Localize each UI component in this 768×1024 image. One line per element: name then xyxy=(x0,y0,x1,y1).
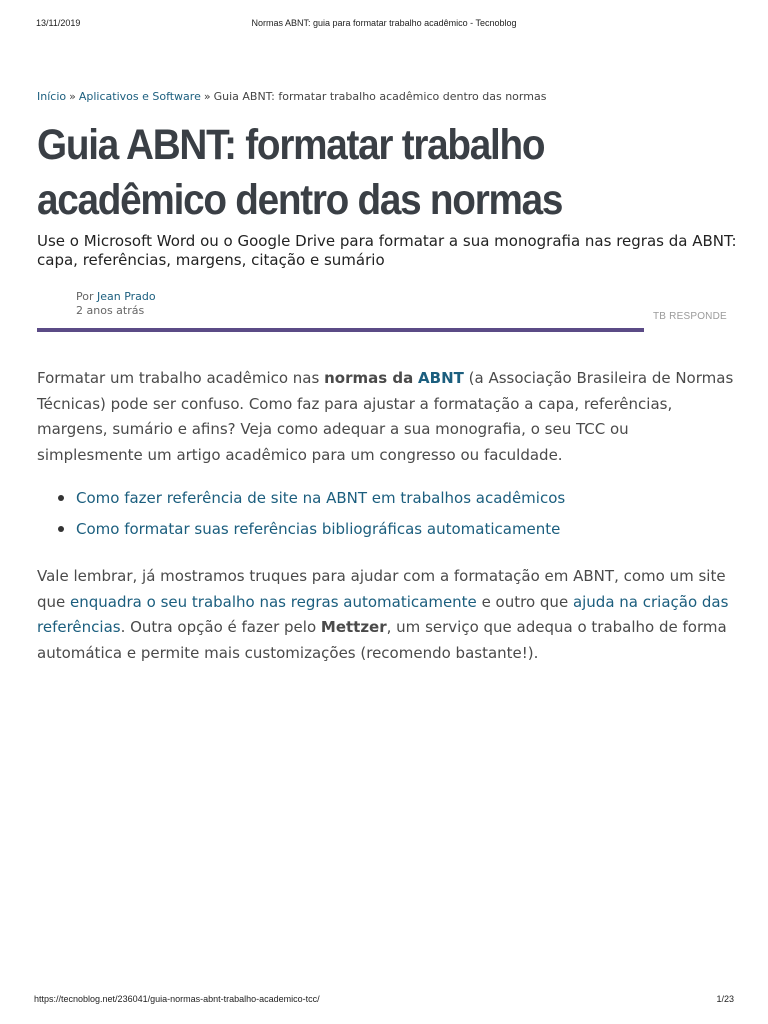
intro-text-part: Formatar um trabalho acadêmico nas xyxy=(37,369,325,387)
list-item xyxy=(37,485,737,516)
inline-link-referencias[interactable]: ajuda na criação das referências xyxy=(37,592,729,636)
breadcrumb-separator: » xyxy=(69,90,76,103)
category-tag-link[interactable]: TB RESPONDE xyxy=(653,311,727,322)
article-title: Guia ABNT: formatar trabalho acadêmico dentro das normas xyxy=(37,121,563,224)
print-header xyxy=(0,18,768,32)
related-link[interactable]: Como formatar suas referências bibliográficas automaticamente xyxy=(76,520,561,538)
title-divider xyxy=(37,328,644,332)
bullet-icon xyxy=(58,526,64,532)
abnt-link[interactable]: ABNT xyxy=(418,369,464,387)
breadcrumb xyxy=(37,90,546,103)
para-text-part: , um serviço que adequa o trabalho de forma automática e permite mais customizações (recomendo bastante!). xyxy=(37,618,727,662)
page-number: 1/23 xyxy=(716,994,734,1004)
author-link[interactable]: Jean Prado xyxy=(97,290,156,303)
breadcrumb-link-category[interactable]: Aplicativos e Software xyxy=(78,90,201,103)
list-item xyxy=(37,516,737,547)
related-links-list xyxy=(37,485,737,547)
print-footer xyxy=(0,994,768,1008)
byline-prefix: Por xyxy=(76,290,94,303)
byline xyxy=(76,290,156,318)
related-link[interactable]: Como fazer referência de site na ABNT em trabalhos acadêmicos xyxy=(76,489,566,507)
para-text-part: Vale lembrar, já mostramos truques para ajudar com a formatação em ABNT, como um site que xyxy=(37,567,726,611)
print-url: https://tecnoblog.net/236041/guia-normas-abnt-trabalho-academico-tcc/ xyxy=(34,994,320,1004)
bullet-icon xyxy=(58,495,64,501)
breadcrumb-current: Guia ABNT: formatar trabalho acadêmico dentro das normas xyxy=(213,90,547,103)
intro-text-part: (a Associação Brasileira de Normas Técnicas) pode ser confuso. Como faz para ajustar a formatação a capa, referências, margens, sumário e afins? Veja como adequar a sua monografia, o seu TCC ou simplesmente um artigo acadêmico para um congresso ou faculdade. xyxy=(37,369,734,464)
breadcrumb-separator: » xyxy=(203,90,211,103)
intro-paragraph xyxy=(37,366,735,468)
publish-time: 2 anos atrás xyxy=(76,304,145,317)
print-document-title: Normas ABNT: guia para formatar trabalho acadêmico - Tecnoblog xyxy=(251,18,517,28)
mettzer-bold-text: Mettzer xyxy=(320,618,387,636)
para-text-part: e outro que xyxy=(476,592,573,611)
article-subtitle: Use o Microsoft Word ou o Google Drive para formatar a sua monografia nas regras da ABNT: capa, referências, margens, citação e sumário xyxy=(37,232,737,269)
second-paragraph xyxy=(37,564,735,666)
print-date: 13/11/2019 xyxy=(36,18,81,28)
breadcrumb-link-home[interactable]: Início xyxy=(37,90,67,103)
inline-link-enquadra[interactable]: enquadra o seu trabalho nas regras automaticamente xyxy=(70,592,477,611)
para-text-part: . Outra opção é fazer pelo xyxy=(120,618,321,636)
intro-bold-text: normas da xyxy=(324,369,414,387)
